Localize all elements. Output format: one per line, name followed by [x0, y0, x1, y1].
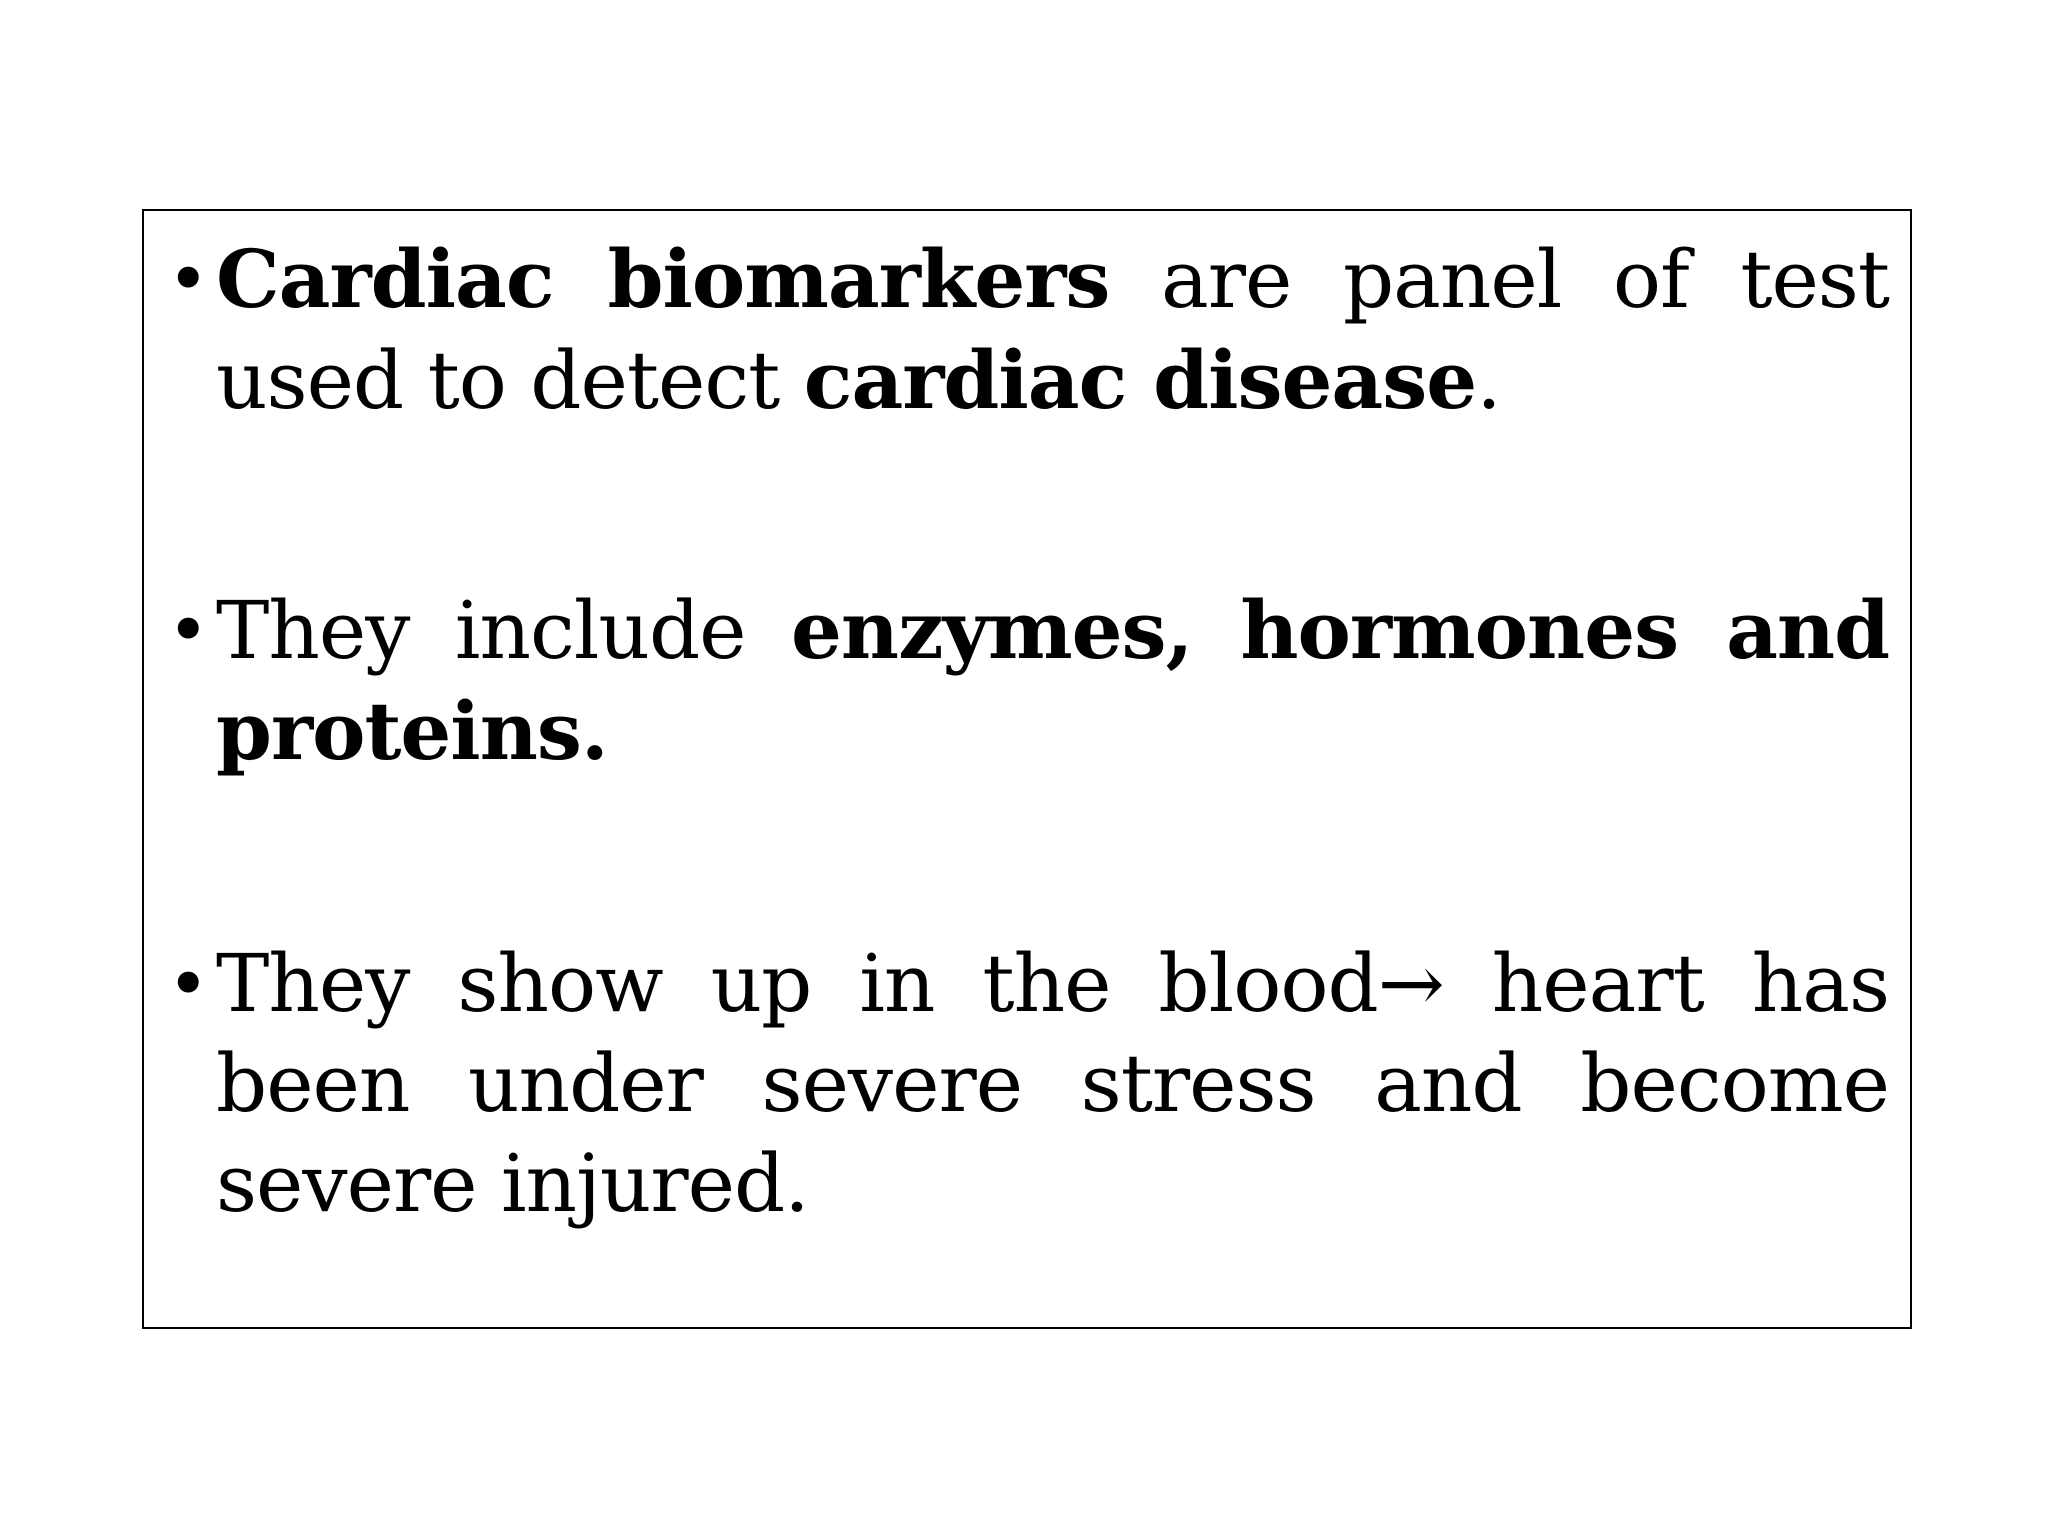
bullet-dot: • — [167, 588, 210, 672]
content-box — [142, 209, 1912, 1329]
text-segment: They show up in the blood — [216, 937, 1378, 1030]
bold-term: Cardiac biomarkers — [216, 232, 1110, 326]
bullet-text — [216, 580, 1889, 782]
bullet-text — [216, 229, 1889, 431]
bold-term: cardiac disease — [803, 333, 1477, 427]
arrow-icon: → — [1377, 937, 1444, 1030]
text-segment: They include — [216, 584, 792, 677]
bold-term: enzymes, hormones and proteins. — [216, 583, 1889, 778]
bullet-text — [216, 934, 1889, 1234]
text-segment: heart has been under severe stress and become severe injured. — [216, 937, 1889, 1230]
bullet-dot: • — [167, 237, 210, 321]
text-segment: . — [1476, 334, 1501, 427]
bullet-dot: • — [167, 942, 210, 1026]
text-segment: are panel of test used to detect — [216, 233, 1890, 427]
